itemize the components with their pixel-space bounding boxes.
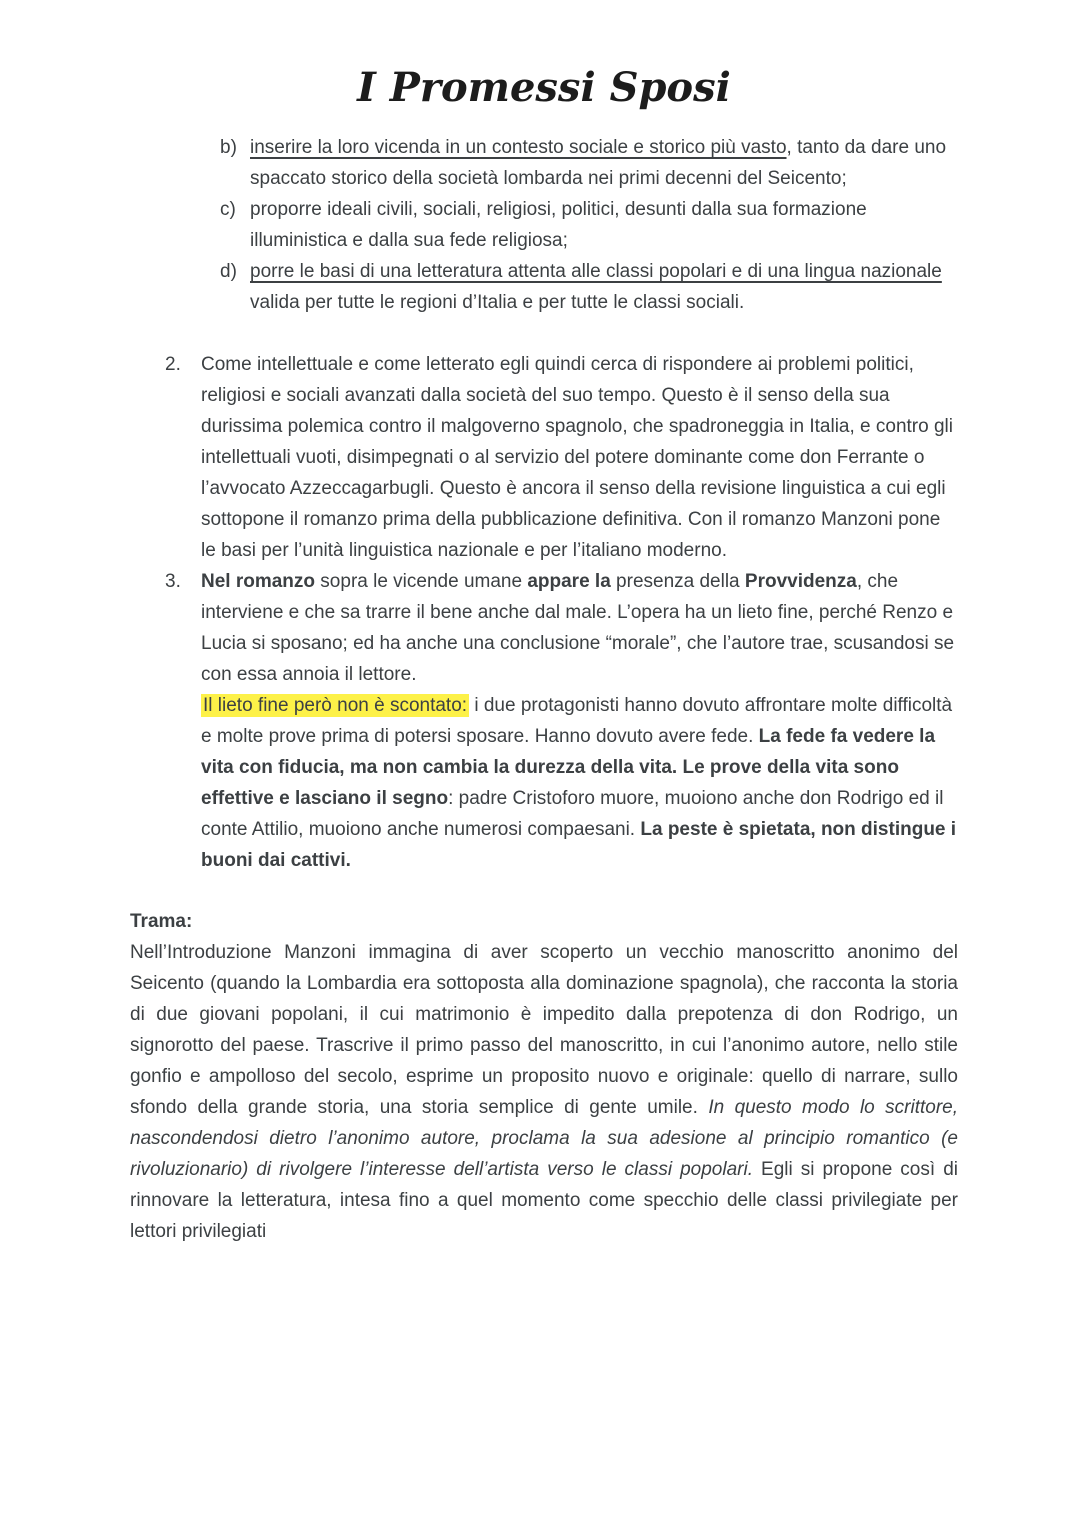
plain-text: presenza della xyxy=(610,571,745,592)
list-marker-b: b) xyxy=(220,137,237,158)
page-title: I Promessi Sposi xyxy=(357,64,731,111)
plot-paragraph xyxy=(130,937,958,1247)
highlighted-text: Il lieto fine però non è scontato: xyxy=(203,695,468,716)
plain-text: , che interviene e che sa trarre il bene anche dal male. L’opera ha un lieto fine, perché Renzo e Lucia si sposano; ed ha anche una conclusione “morale”, che l’autore trae, scusandosi se con essa annoia il lettore. xyxy=(201,571,955,685)
section-heading-trama: Trama: xyxy=(130,911,193,932)
plain-text: : padre Cristoforo muore, muoiono anche don Rodrigo ed il conte Attilio, muoiono anche numerosi compaesani. xyxy=(201,788,944,840)
list-marker-d: d) xyxy=(220,261,237,282)
plain-text: Come intellettuale e come letterato egli quindi cerca di rispondere ai problemi politici, religiosi e sociali avanzati dalla società del suo tempo. Questo è il senso della sua durissima polemica contro il malgoverno spagnolo, che spadroneggia in Italia, e contro gli intellettuali vuoti, disimpegnati o al servizio del potere dominante come don Ferrante o l’avvocato Azzeccagarbugli. Questo è ancora il senso della revisione linguistica a cui egli sottopone il romanzo prima della pubblicazione definitiva. Con il romanzo Manzoni pone le basi per l’unità linguistica nazionale e per l’italiano moderno. xyxy=(201,354,953,561)
list-marker-3: 3. xyxy=(165,571,181,592)
list-item-c-text xyxy=(250,194,958,256)
underlined-text: porre le basi di una letteratura attenta alle classi popolari e di una lingua nazionale xyxy=(250,261,942,282)
numbered-list xyxy=(165,349,958,876)
list-item-b-text xyxy=(250,132,958,194)
plain-text: proporre ideali civili, sociali, religiosi, politici, desunti dalla sua formazione illuministica e dalla sua fede religiosa; xyxy=(250,199,867,251)
numbered-item-3 xyxy=(165,566,958,876)
plain-text: sopra le vicende umane xyxy=(315,571,528,592)
bold-text: La peste è spietata, non distingue i buoni dai cattivi. xyxy=(201,819,957,871)
list-item-d-text xyxy=(250,256,958,318)
italic-text: In questo modo lo scrittore, nascondendosi dietro l’anonimo autore, proclama la sua adesione al principio romantico (e rivoluzionario) di rivolgere l’interesse dell’artista verso le classi popolari. xyxy=(130,1097,958,1180)
list-item-b xyxy=(220,132,958,194)
bold-text: La fede fa vedere la vita con fiducia, ma non cambia la durezza della vita. Le prove della vita sono effettive e lasciano il segno xyxy=(201,726,936,809)
plain-text: valida per tutte le regioni d’Italia e per tutte le classi sociali. xyxy=(250,292,745,313)
numbered-item-3-text xyxy=(201,566,958,876)
bold-text: appare la xyxy=(527,571,611,592)
numbered-item-2 xyxy=(165,349,958,566)
list-item-d xyxy=(220,256,958,318)
plain-text: Egli si propone così di rinnovare la letteratura, intesa fino a quel momento come specchio delle classi privilegiate per lettori privilegiati xyxy=(130,1159,958,1242)
plain-text: i due protagonisti hanno dovuto affrontare molte difficoltà e molte prove prima di potersi sposare. Hanno dovuto avere fede. xyxy=(201,695,953,747)
list-marker-2: 2. xyxy=(165,354,181,375)
numbered-item-2-text xyxy=(201,349,958,566)
list-marker-c: c) xyxy=(220,199,236,220)
lettered-list xyxy=(220,132,958,318)
underlined-text: inserire la loro vicenda in un contesto sociale e storico più vasto xyxy=(250,137,787,158)
bold-text: Nel romanzo xyxy=(201,571,316,592)
list-item-c xyxy=(220,194,958,256)
plain-text: Nell’Introduzione Manzoni immagina di aver scoperto un vecchio manoscritto anonimo del Seicento (quando la Lombardia era sottoposta alla dominazione spagnola), che racconta la storia di due giovani popolani, il cui matrimonio è impedito dalla prepotenza di don Rodrigo, un signorotto del paese. Trascrive il primo passo del manoscritto, in cui l’anonimo autore, nello stile gonfio e ampolloso del secolo, esprime un proposito nuovo e originale: quello di narrare, sullo sfondo della grande storia, una storia semplice di gente umile. xyxy=(130,942,958,1118)
plain-text: , tanto da dare uno spaccato storico della società lombarda nei primi decenni del Seicento; xyxy=(250,137,947,189)
bold-text: Provvidenza xyxy=(744,571,857,592)
